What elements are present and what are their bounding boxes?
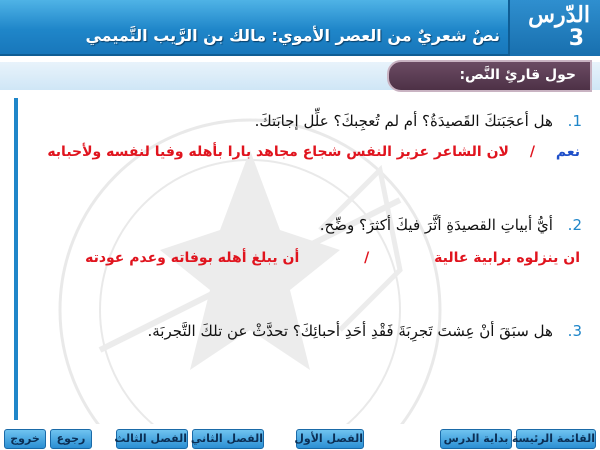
answer-separator: / <box>364 250 370 266</box>
exit-button[interactable]: خروج <box>4 429 46 449</box>
lesson-label: الدّرس <box>528 2 590 28</box>
answer-text-part1: ان ينزلوه برابية عالية <box>434 250 580 266</box>
question-2 <box>52 216 582 234</box>
answer-separator: / <box>529 144 535 160</box>
lesson-title: نصٌ شعريٌ من العصر الأموي: مالك بن الرَّيب التَّميمي <box>85 26 500 45</box>
section-title: حول قارئِ النَّص: <box>387 60 592 92</box>
question-3 <box>52 322 582 340</box>
answer-text-part2: أن يبلغ أهله بوفاته وعدم عودته <box>85 250 300 266</box>
answer-2 <box>50 250 580 266</box>
lesson-number: 3 <box>568 26 584 51</box>
question-1 <box>52 112 582 130</box>
chapter-3-button[interactable]: الفصل الثالث <box>116 429 188 449</box>
lesson-number-box <box>508 0 600 56</box>
back-button[interactable]: رجوع <box>50 429 92 449</box>
answer-prefix: نعم <box>555 144 580 160</box>
question-text: هل سبَقَ أنْ عِشتَ تَجرِبَةَ فَقْدِ أحَدِ أحبائِكَ؟ تحدَّثْ عن تلكَ التَّجربَة. <box>147 322 553 340</box>
question-number: 1. <box>567 112 582 130</box>
chapter-1-button[interactable]: الفصل الأول <box>296 429 364 449</box>
question-text: أيُّ أبياتِ القصيدَةِ أثَّرَ فيكَ أكثرَ؟ وضِّح. <box>319 216 553 234</box>
chapter-2-button[interactable]: الفصل الثاني <box>192 429 264 449</box>
answer-1 <box>47 144 580 160</box>
question-text: هل أعجَبَتكَ القَصيدَةُ؟ أم لم تُعجِبكَ؟ علِّل إجابَتكَ. <box>254 112 553 130</box>
question-number: 2. <box>567 216 582 234</box>
home-menu-button[interactable]: القائمة الرئيسة <box>516 429 596 449</box>
question-number: 3. <box>567 322 582 340</box>
lesson-start-button[interactable]: بداية الدرس <box>440 429 512 449</box>
answer-text: لان الشاعر عزيز النفس شجاع مجاهد بارا بأهله وفيا لنفسه ولأحبابه <box>47 144 509 160</box>
